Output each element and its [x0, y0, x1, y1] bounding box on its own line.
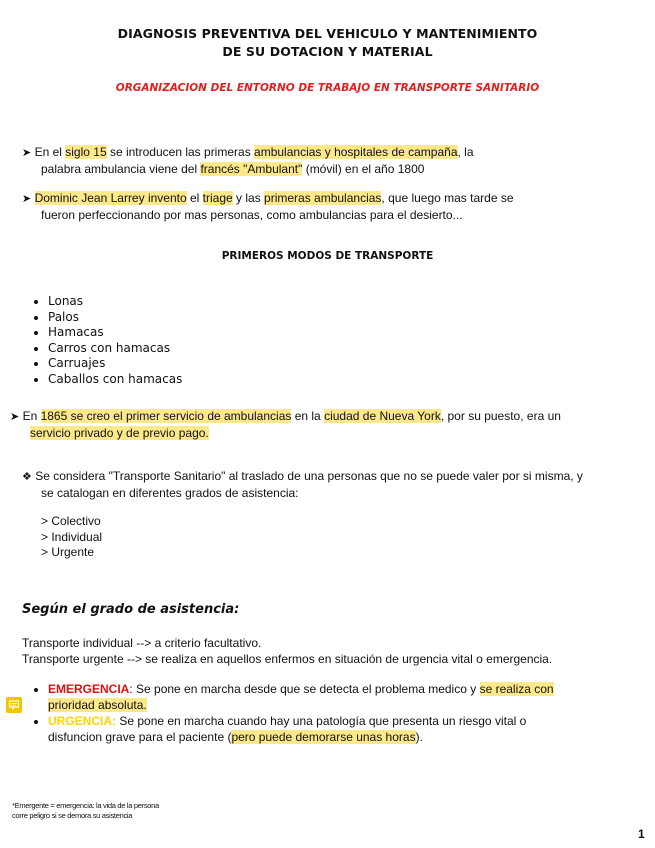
footnote: *Emergente = emergencia: la vida de la persona corre peligro si se demora su asistencia [12, 801, 159, 820]
diamond-bullet-icon: ❖ [22, 471, 32, 483]
paragraph-transporte-sanitario: ❖ Se considera "Transporte Sanitario" al traslado de una personas que no se puede valer por si misma, y se catalogan en diferentes grados de asistencia: [22, 469, 583, 500]
list-item: • Carros con hamacas [48, 341, 182, 357]
list-item: • Carruajes [48, 356, 182, 372]
list-item-emergencia: • EMERGENCIA: Se pone en marcha desde que se detecta el problema medico y se realiza con prioridad absoluta. [48, 681, 648, 713]
doc-title-line2: DE SU DOTACION Y MATERIAL [222, 44, 433, 59]
doc-subtitle: ORGANIZACION DEL ENTORNO DE TRABAJO EN TRANSPORTE SANITARIO [115, 82, 540, 94]
list-item: • Caballos con hamacas [48, 372, 182, 388]
arrow-bullet-icon: ➤ [22, 147, 32, 159]
section-heading-modes: PRIMEROS MODOS DE TRANSPORTE [221, 250, 434, 262]
list-item: > Urgente [41, 545, 95, 559]
list-item: • Hamacas [48, 325, 182, 341]
doc-title-line1: DIAGNOSIS PREVENTIVA DEL VEHICULO Y MANTENIMIENTO [117, 26, 538, 41]
arrow-bullet-icon: ➤ [22, 193, 32, 205]
section-heading-grado: Según el grado de asistencia: [22, 602, 240, 617]
list-item: • Lonas [48, 294, 182, 310]
paragraph-siglo15: ➤ En el siglo 15 se introducen las primeras ambulancias y hospitales de campaña, la palabra ambulancia viene del francés "Ambulant" (móvil) en el año 1800 [22, 145, 474, 176]
list-item: > Colectivo [41, 514, 101, 528]
transport-modes-list [14, 294, 182, 387]
page-number: 1 [638, 827, 645, 841]
paragraph-larrey: ➤ Dominic Jean Larrey invento el triage y las primeras ambulancias, que luego mas tarde se fueron perfeccionando por mas personas, como ambulancias para el desierto... [22, 191, 514, 222]
list-item: > Individual [41, 529, 103, 544]
arrow-bullet-icon: ➤ [10, 411, 20, 423]
grades-list [41, 514, 102, 561]
list-item-urgencia: • URGENCIA: Se pone en marcha cuando hay una patología que presenta un riesgo vital o disfuncion grave para el paciente (pero puede demorarse unas horas). [48, 713, 648, 745]
transport-individual: Transporte individual --> a criterio facultativo. [22, 636, 262, 650]
assistance-levels-list [14, 681, 648, 745]
list-item: • Palos [48, 310, 182, 326]
transport-types [22, 635, 642, 667]
paragraph-1865: ➤ En 1865 se creo el primer servicio de ambulancias en la ciudad de Nueva York, por su puesto, era un servicio privado y de previo pago. [10, 409, 561, 440]
transport-urgent: Transporte urgente --> se realiza en aquellos enfermos en situación de urgencia vital o emergencia. [22, 652, 553, 666]
comment-icon[interactable] [6, 697, 22, 713]
